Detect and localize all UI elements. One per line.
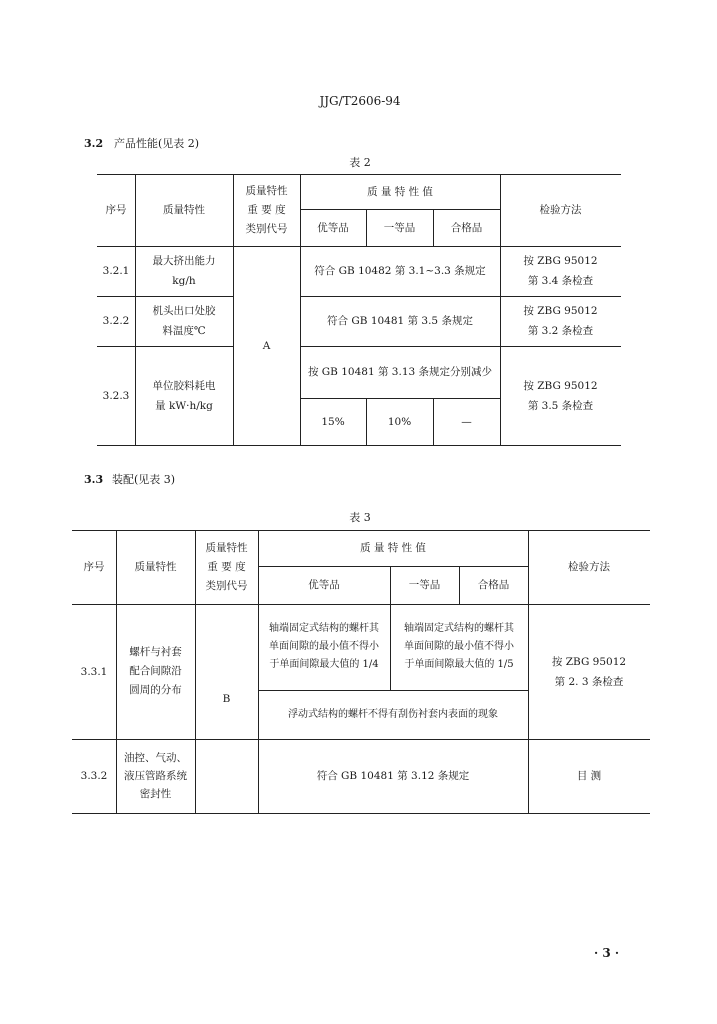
- t3-row1-method-line2: 第 2. 3 条检查: [554, 675, 624, 688]
- t2-row1-method-line1: 按 ZBG 95012: [523, 255, 598, 267]
- t3-row1-property: [116, 604, 195, 739]
- t2-row3-method-line2: 第 3.5 条检查: [527, 399, 594, 412]
- t3-row1-method-line1: 按 ZBG 95012: [551, 655, 627, 668]
- t3-row1-premium-line3: 于单面间隙最大值的 1/4: [269, 659, 379, 670]
- t2-row1-property-line1: 最大挤出能力: [152, 255, 216, 267]
- t2-header-quality-property: 质量特性: [163, 204, 205, 216]
- t2-row3-qualified: —: [461, 415, 472, 428]
- t2-row3-property: [135, 346, 233, 445]
- t2-importance-code: A: [262, 339, 271, 352]
- section-3-2-number: 3.2: [84, 137, 104, 150]
- t3-row2-property-line3: 密封性: [139, 788, 172, 800]
- t3-row2-property-line2: 液压管路系统: [124, 770, 187, 782]
- t3-row1-first-class-line2: 单面间隙的最小值不得小: [404, 641, 514, 652]
- t3-row2-property: [116, 739, 195, 813]
- t3-importance-code: B: [222, 692, 231, 705]
- t3-row1-first-class-line1: 轴端固定式结构的螺杆其: [404, 623, 514, 634]
- t2-row2-property: [135, 296, 233, 346]
- t2-header-premium: 优等品: [317, 221, 349, 234]
- t2-row1-value: 符合 GB 10482 第 3.1~3.3 条规定: [314, 265, 486, 277]
- t3-header-serial: 序号: [83, 561, 105, 573]
- t2-header-value-group: 质 量 特 性 值: [367, 185, 433, 198]
- t2-row3-property-line1: 单位胶料耗电: [152, 379, 216, 392]
- t3-header-importance-line2: 重 要 度: [207, 560, 246, 573]
- t2-row3-premium: 15%: [321, 415, 345, 428]
- t3-row1-property-line1: 螺杆与衬套: [129, 646, 182, 658]
- t3-row2-value: 符合 GB 10481 第 3.12 条规定: [316, 770, 470, 782]
- t3-row1-property-line2: 配合间隙沿: [129, 665, 182, 677]
- t3-header-method: 检验方法: [568, 561, 610, 573]
- t3-header-importance: [195, 530, 258, 604]
- t3-row1-method: [528, 604, 650, 739]
- t3-row1-property-line3: 圆周的分布: [129, 684, 182, 696]
- t2-row3-method: [500, 346, 621, 445]
- t2-header-first-class: 一等品: [383, 221, 416, 234]
- t3-header-premium: 优等品: [308, 579, 340, 591]
- page-number: · 3 ·: [594, 946, 620, 960]
- t3-header-importance-line1: 质量特性: [205, 541, 248, 554]
- t2-row1-property: [135, 246, 233, 296]
- standard-code: JJG/T2606-94: [319, 94, 401, 108]
- t2-row1-method-line2: 第 3.4 条检查: [527, 275, 594, 287]
- t3-header-quality-property: 质量特性: [134, 561, 177, 573]
- t2-row1-no: 3.2.1: [102, 265, 130, 277]
- section-3-3-number: 3.3: [84, 473, 104, 486]
- table-2-caption: 表 2: [349, 156, 371, 169]
- table-3-caption: 表 3: [349, 511, 371, 524]
- t2-row3-no: 3.2.3: [102, 389, 130, 402]
- t2-header-importance-line2: 重 要 度: [247, 203, 286, 216]
- t2-header-qualified: 合格品: [450, 221, 483, 234]
- t3-row2-method: 目 测: [576, 770, 602, 782]
- t2-row2-property-line1: 机头出口处胶: [152, 305, 216, 317]
- t3-row1-premium-line2: 单面间隙的最小值不得小: [269, 641, 379, 652]
- t3-header-value-group: 质 量 特 性 值: [360, 542, 426, 554]
- t2-header-importance-line1: 质量特性: [245, 184, 288, 197]
- t2-header-method: 检验方法: [539, 204, 582, 216]
- t2-row2-no: 3.2.2: [102, 315, 130, 327]
- t3-row1-floating-note: 浮动式结构的螺杆不得有刮伤衬套内表面的现象: [288, 708, 498, 720]
- t2-row2-method: [500, 296, 621, 346]
- section-3-3-title: 装配(见表 3): [112, 473, 176, 486]
- t2-row2-method-line1: 按 ZBG 95012: [523, 305, 598, 317]
- t2-row3-value: 按 GB 10481 第 3.13 条规定分别减少: [307, 366, 493, 378]
- t2-row1-property-line2: kg/h: [172, 275, 196, 287]
- t3-header-qualified: 合格品: [477, 579, 510, 591]
- t2-row2-method-line2: 第 3.2 条检查: [527, 325, 594, 337]
- t2-row3-method-line1: 按 ZBG 95012: [523, 379, 598, 392]
- t3-header-importance-line3: 类别代号: [205, 579, 248, 592]
- t3-row1-premium-line1: 轴端固定式结构的螺杆其: [269, 623, 379, 634]
- t2-header-serial: 序号: [105, 204, 127, 216]
- t2-row2-property-line2: 料温度℃: [162, 325, 206, 337]
- t3-row1-premium: [258, 604, 390, 690]
- t3-row1-first-class: [390, 604, 528, 690]
- t2-row3-property-line2: 量 kW·h/kg: [155, 399, 213, 412]
- t2-header-importance-line3: 类别代号: [245, 222, 288, 235]
- t2-row3-first-class: 10%: [387, 415, 412, 428]
- t2-header-importance: [233, 174, 300, 246]
- t3-row2-property-line1: 油控、气动、: [124, 752, 187, 764]
- section-3-2-title: 产品性能(见表 2): [114, 137, 200, 150]
- t3-row1-no: 3.3.1: [80, 665, 108, 678]
- t3-row2-no: 3.3.2: [80, 770, 108, 782]
- t2-row1-method: [500, 246, 621, 296]
- t3-header-first-class: 一等品: [408, 579, 441, 591]
- t2-row2-value: 符合 GB 10481 第 3.5 条规定: [327, 315, 473, 327]
- t3-row1-first-class-line3: 于单面间隙最大值的 1/5: [404, 659, 514, 670]
